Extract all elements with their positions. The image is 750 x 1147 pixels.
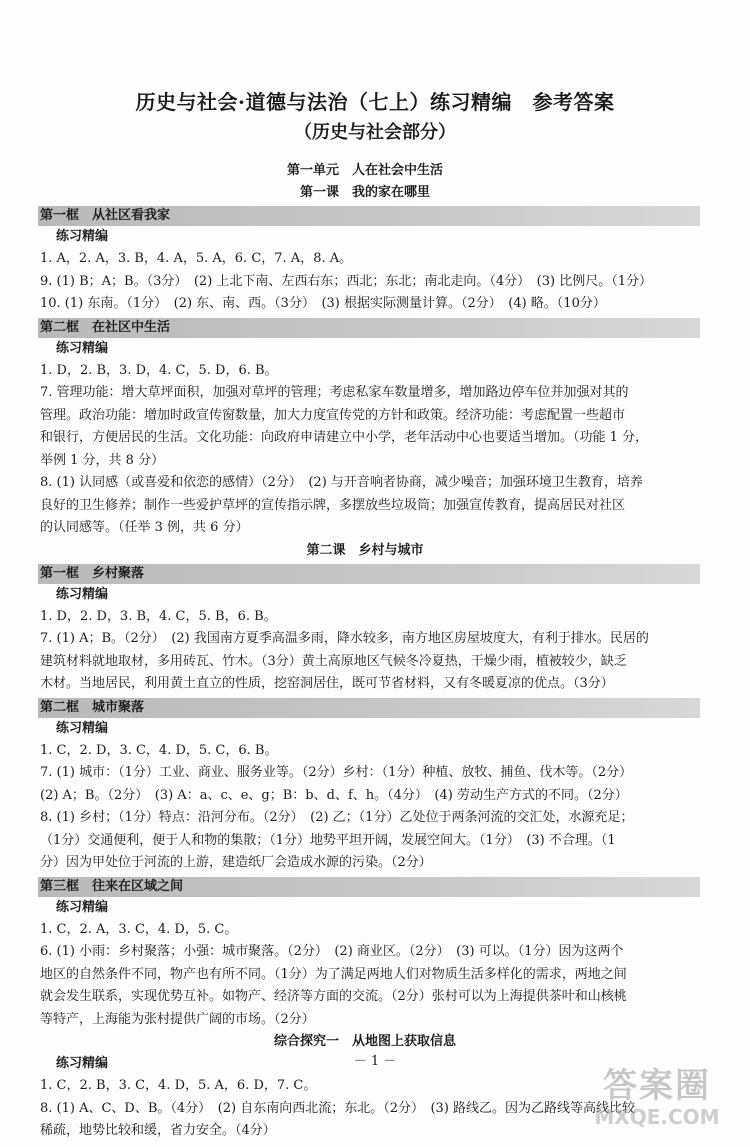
lesson-title: 第二课 乡村与城市 [306,542,424,558]
page-title: 历史与社会·道德与法治（七上）练习精编 参考答案 [135,90,615,114]
answer-line: 1. D，2. D，3. B，4. C，5. B，6. B。 [40,608,277,624]
practice-label: 练习精编 [56,229,109,244]
answer-line: 7. 管理功能：增大草坪面积，加强对草坪的管理；考虑私家车数量增多，增加路边停车位并加强对其的 [40,385,629,400]
answer-line: 稀疏，地势比较和缓，省力安全。（4分） [40,1123,276,1138]
practice-label: 练习精编 [56,586,109,602]
answer-line: 和银行，方便居民的生活。文化功能：向政府申请建立中小学，老年活动中心也要适当增加。（功能 1 分， [40,430,649,445]
page-number: － 1 － [353,1054,397,1069]
answer-line: （1分）交通便利，便于人和物的集散；（1分）地势平坦开阔，发展空间大。（1分） (3) 不合理。（1 [40,832,616,848]
unit-title: 第一单元 人在社会中生活 [286,163,443,178]
answer-line: 举例 1 分，共 8 分） [40,452,165,468]
answer-line: 的认同感等。（任举 3 例，共 6 分） [40,520,249,535]
section-heading: 第三框 往来在区域之间 [38,877,700,897]
page-subtitle: （历史与社会部分） [294,122,456,143]
answer-line: 建筑材料就地取材，多用砖瓦、竹木。（3分）黄土高原地区气候冬冷夏热，干燥少雨，植被较少，缺乏 [40,653,627,669]
answer-line: 7. (1) 城市：（1分）工业、商业、服务业等。（2分）乡村：（1分）种植、放牧、捕鱼、伐木等。（2分） [40,765,633,780]
practice-label: 练习精编 [56,720,109,736]
answer-line: 7. (1) A；B。（2分） (2) 我国南方夏季高温多雨，降水较多，南方地区房屋坡度大，有利于排水。民居的 [40,631,649,646]
answer-line: 9. (1) B；A；B。（3分） (2) 上北下南、左西右东；西北；东北；南北走向。（4分） (3) 比例尺。（1分） [40,273,652,289]
answer-line: 1. D，2. B，3. D，4. C，5. D，6. B。 [40,362,278,378]
answer-line: 6. (1) 小雨：乡村聚落；小强：城市聚落。（2分） (2) 商业区。（2分） (3) 可以。（1分）因为这两个 [40,944,624,959]
section-heading: 第一框 从社区看我家 [38,206,700,226]
answer-line: 1. C，2. A，3. C，4. D，5. C。 [40,921,238,937]
answer-line: 良好的卫生修养；制作一些爱护草坪的宣传指示牌，多摆放些垃圾筒；加强宣传教育，提高居民对社区 [40,497,626,513]
watermark-logo [582,1067,732,1137]
answer-line: 管理。政治功能：增加时政宣传窗数量，加大力度宣传党的方针和政策。经济功能：考虑配置一些超市 [40,407,626,423]
lesson-title: 综合探究一 从地图上获取信息 [273,1034,456,1049]
section-heading: 第二框 城市聚落 [38,698,700,718]
answer-line: (2) A；B。（2分） (3) A：a、c、e、g；B：b、d、f、h。（4分） (4) 劳动生产方式的不同。（2分） [40,787,628,803]
answer-line: 木材。当地居民，利用黄土直立的性质，挖窑洞居住，既可节省材料，又有冬暖夏凉的优点。（3分） [40,676,614,691]
answer-line: 10. (1) 东南。（1分） (2) 东、南、西。（3分） (3) 根据实际测量计算。（2分） (4) 略。（10分） [40,296,606,311]
practice-label: 练习精编 [56,899,109,915]
practice-label: 练习精编 [56,340,109,356]
answer-line: 等特产，上海能为张村提供广阔的市场。（2分） [40,1011,315,1027]
answer-line: 1. C，2. D，3. C，4. D，5. C，6. B。 [40,742,278,758]
answer-line: 1. C，2. B，3. C，4. D，5. A，6. D，7. C。 [40,1078,317,1093]
answer-content [40,160,690,1143]
answer-line: 就会发生联系，实现优势互补。如物产、经济等方面的交流。（2分）张村可以为上海提供茶叶和山核桃 [40,989,627,1004]
answer-line: 8. (1) A、C、D、B。（4分） (2) 自东南向西北流；东北。（2分） (3) 路线乙。因为乙路线等高线比较 [40,1100,636,1116]
practice-label: 练习精编 [56,1056,109,1071]
watermark-text: 答案圈 [603,1066,711,1106]
answer-line: 8. (1) 乡村；（1分）特点：沿河分布。（2分） (2) 乙；（1分）乙处位于两条河流的交汇处，水源充足； [40,810,634,825]
answer-line: 分）因为甲处位于河流的上游，建造纸厂会造成水源的污染。（2分） [40,855,432,870]
lesson-title: 第一课 我的家在哪里 [299,185,430,200]
section-heading: 第二框 在社区中生活 [38,318,700,338]
answer-line: 地区的自然条件不同，物产也有所不同。（1分）为了满足两地人们对物质生活多样化的需求，两地之间 [40,966,627,982]
answer-line: 1. A，2. A，3. B，4. A，5. A，6. C，7. A，8. A。 [40,251,353,266]
watermark-domain: MXQE.COM [594,1105,720,1129]
answer-line: 8. (1) 认同感（或喜爱和依恋的感情）（2分） (2) 与开音响者协商，减少噪音；加强环境卫生教育，培养 [40,475,643,490]
section-heading: 第一框 乡村聚落 [38,564,700,584]
